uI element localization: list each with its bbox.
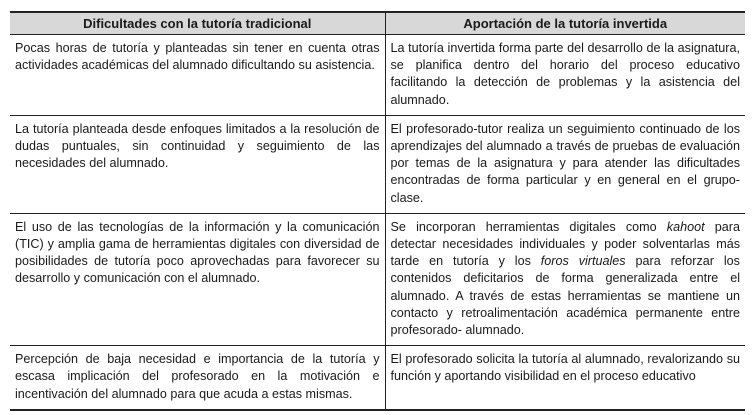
table-row xyxy=(10,346,745,410)
cell-text-segment: para reforzar los contenidos deficitarios de forma generalizada entre el alumnado. A través de estas herramientas se mantiene un contacto y retroalimentación académica permanente entre profesorado- alumnado. xyxy=(390,254,740,338)
table-header-row xyxy=(10,12,745,35)
comparison-table xyxy=(10,11,745,411)
cell-contribution: El profesorado-tutor realiza un seguimiento continuado de los aprendizajes del alumnado a través de pruebas de evaluación por temas de la asignatura y para atender las dificultades encontradas de forma particular y en general en el grupo-clase. xyxy=(385,115,745,213)
cell-text-segment: para detectar necesidades individuales y poder solventarlas más tarde en tutoría y los xyxy=(390,219,740,269)
cell-text-virtual-forums: foros virtuales xyxy=(540,254,626,269)
cell-contribution xyxy=(385,213,745,345)
header-flipped-tutoring: Aportación de la tutoría invertida xyxy=(385,12,745,35)
cell-difficulty: La tutoría planteada desde enfoques limitados a la resolución de dudas puntuales, sin continuidad y seguimiento de las necesidades del alumnado. xyxy=(10,115,385,213)
cell-difficulty: El uso de las tecnologías de la información y la comunicación (TIC) y amplia gama de herramientas digitales con diversidad de posibilidades de tutoría poco aprovechadas para favorecer su desarrollo y comunicación con el alumnado. xyxy=(10,213,385,345)
table-row xyxy=(10,115,745,213)
table-row xyxy=(10,35,745,116)
header-traditional-tutoring: Dificultades con la tutoría tradicional xyxy=(10,12,385,35)
cell-contribution: La tutoría invertida forma parte del desarrollo de la asignatura, se planifica dentro del horario del proceso educativo facilitando la detección de problemas y la asistencia del alumnado. xyxy=(385,35,745,116)
cell-text-segment: Se incorporan herramientas digitales como xyxy=(390,219,667,234)
table-row xyxy=(10,213,745,345)
cell-text-kahoot: kahoot xyxy=(666,219,705,234)
cell-difficulty: Pocas horas de tutoría y planteadas sin tener en cuenta otras actividades académicas del alumnado dificultando su asistencia. xyxy=(10,35,385,116)
cell-contribution: El profesorado solicita la tutoría al alumnado, revalorizando su función y aportando visibilidad en el proceso educativo xyxy=(385,346,745,410)
cell-difficulty: Percepción de baja necesidad e importancia de la tutoría y escasa implicación del profesorado en la motivación e incentivación del alumnado para que acuda a estas mismas. xyxy=(10,346,385,410)
